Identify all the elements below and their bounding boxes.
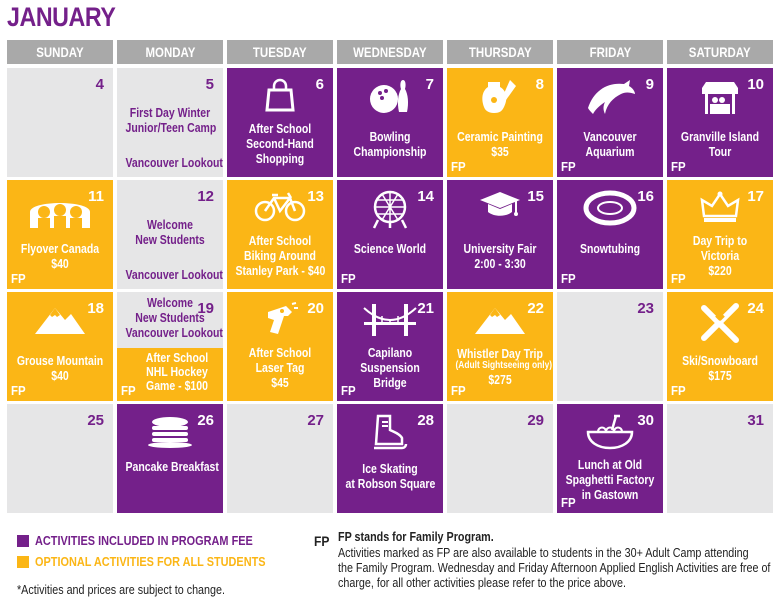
- fp-tag: FP: [314, 533, 330, 549]
- header-label: SUNDAY: [36, 44, 84, 60]
- activity-line: Flyover Canada: [20, 242, 100, 256]
- activity-line: First Day Winter: [129, 106, 211, 120]
- day-cell-28[interactable]: [337, 404, 443, 513]
- day-number: 30: [637, 412, 654, 429]
- header-label: FRIDAY: [589, 44, 631, 60]
- fp-note-line-2: the Family Program. Wednesday and Friday Afternoon Applied English Activities are free of: [338, 561, 771, 575]
- day-cell-29[interactable]: [447, 404, 553, 513]
- day-number: 24: [747, 300, 764, 317]
- day-cell-25[interactable]: [7, 404, 113, 513]
- activity-line: $45: [271, 376, 289, 390]
- day-cell-20[interactable]: [227, 292, 333, 401]
- activity-line: Capilano: [367, 346, 413, 360]
- fp-badge: FP: [121, 383, 136, 398]
- activity-line: Ice Skating: [362, 462, 418, 476]
- legend-optional: OPTIONAL ACTIVITIES FOR ALL STUDENTS: [35, 554, 266, 569]
- activity-line: New Students: [135, 233, 205, 247]
- day-cell-4[interactable]: [7, 68, 113, 177]
- fp-badge: FP: [341, 271, 356, 286]
- activity-line: Vancouver Lookout: [125, 326, 223, 340]
- fp-badge: FP: [561, 159, 576, 174]
- disclaimer: *Activities and prices are subject to change.: [17, 583, 225, 597]
- activity-location: Vancouver Lookout: [125, 156, 223, 170]
- legend-included: ACTIVITIES INCLUDED IN PROGRAM FEE: [35, 533, 253, 548]
- split-optional-activity: [117, 348, 223, 401]
- day-number: 26: [197, 412, 214, 429]
- activity-line: University Fair: [463, 242, 537, 256]
- day-cell-6[interactable]: [227, 68, 333, 177]
- laser-gun-icon: [262, 302, 298, 343]
- mountain-icon: [473, 302, 527, 341]
- activity-line: NHL Hockey: [146, 365, 208, 379]
- day-cell-12[interactable]: [117, 180, 223, 289]
- activity-line: Lunch at Old: [577, 458, 643, 472]
- pancake-icon: [146, 414, 194, 453]
- day-cell-13[interactable]: [227, 180, 333, 289]
- day-cell-11[interactable]: [7, 180, 113, 289]
- day-cell-21[interactable]: [337, 292, 443, 401]
- activity-subtext: (Adult Sightseeing only): [455, 360, 553, 371]
- fp-badge: FP: [561, 271, 576, 286]
- header-monday: [117, 40, 223, 64]
- ceramic-vase-icon: [480, 78, 520, 121]
- activity-line: in Gastown: [581, 488, 639, 502]
- activity-line: Pancake Breakfast: [125, 460, 219, 474]
- day-cell-8[interactable]: [447, 68, 553, 177]
- day-number: 14: [417, 188, 434, 205]
- day-cell-10[interactable]: [667, 68, 773, 177]
- header-tuesday: [227, 40, 333, 64]
- activity-line: Welcome: [147, 296, 193, 310]
- activity-line: Day Trip to: [692, 234, 748, 248]
- activity-line: Suspension: [360, 361, 420, 375]
- day-number: 12: [197, 188, 214, 205]
- bowling-icon: [369, 78, 411, 119]
- shopping-bag-icon: [265, 78, 295, 117]
- activity-line: Vancouver: [583, 130, 637, 144]
- day-number: 16: [637, 188, 654, 205]
- day-number: 4: [95, 76, 104, 93]
- day-cell-30[interactable]: [557, 404, 663, 513]
- day-number: 19: [197, 300, 214, 317]
- activity-line: $175: [708, 369, 732, 383]
- activity-line: Aquarium: [585, 145, 635, 159]
- activity-line: Welcome: [147, 218, 193, 232]
- header-sunday: [7, 40, 113, 64]
- activity-location: Vancouver Lookout: [125, 268, 223, 282]
- activity-line: Bridge: [373, 376, 407, 390]
- day-number: 28: [417, 412, 434, 429]
- spaghetti-icon: [584, 414, 636, 455]
- fp-badge: FP: [671, 271, 686, 286]
- day-cell-9[interactable]: [557, 68, 663, 177]
- header-friday: [557, 40, 663, 64]
- crown-icon: [700, 190, 740, 229]
- header-label: MONDAY: [145, 44, 195, 60]
- activity-line: After School: [248, 122, 312, 136]
- activity-line: Tour: [708, 145, 732, 159]
- day-number: 15: [527, 188, 544, 205]
- activity-line: Laser Tag: [255, 361, 305, 375]
- day-number: 20: [307, 300, 324, 317]
- skis-icon: [698, 302, 742, 349]
- day-cell-14[interactable]: [337, 180, 443, 289]
- activity-line: Science World: [353, 242, 427, 256]
- day-number: 7: [425, 76, 434, 93]
- geodesic-dome-icon: [368, 190, 412, 235]
- day-cell-16[interactable]: [557, 180, 663, 289]
- header-label: TUESDAY: [253, 44, 307, 60]
- activity-line: $35: [491, 145, 509, 159]
- day-number: 6: [315, 76, 324, 93]
- activity-price: $275: [488, 373, 512, 387]
- day-number: 13: [307, 188, 324, 205]
- day-cell-22[interactable]: [447, 292, 553, 401]
- activity-line: Whistler Day Trip: [457, 347, 543, 361]
- day-cell-5[interactable]: [117, 68, 223, 177]
- activity-line: $40: [51, 257, 69, 271]
- header-label: SATURDAY: [689, 44, 751, 60]
- activity-line: After School: [145, 351, 209, 365]
- header-label: WEDNESDAY: [353, 44, 427, 60]
- activity-line: After School: [248, 234, 312, 248]
- activity-line: at Robson Square: [345, 477, 436, 491]
- day-number: 27: [307, 412, 324, 429]
- day-cell-19[interactable]: [117, 292, 223, 401]
- day-number: 25: [87, 412, 104, 429]
- suspension-bridge-icon: [362, 302, 418, 343]
- day-number: 21: [417, 300, 434, 317]
- day-number: 5: [205, 76, 214, 93]
- day-number: 10: [747, 76, 764, 93]
- day-cell-18[interactable]: [7, 292, 113, 401]
- activity-line: Game - $100: [146, 379, 208, 393]
- ice-skate-icon: [370, 414, 410, 459]
- legend-purple-swatch: [17, 535, 29, 547]
- day-cell-15[interactable]: [447, 180, 553, 289]
- day-number: 31: [747, 412, 764, 429]
- activity-line: Victoria: [700, 249, 740, 263]
- activity-line: Second-Hand: [246, 137, 314, 151]
- day-cell-24[interactable]: [667, 292, 773, 401]
- graduation-cap-icon: [478, 190, 522, 225]
- activity-line: Ski/Snowboard: [682, 354, 758, 368]
- snow-tube-icon: [583, 190, 637, 231]
- fp-badge: FP: [11, 383, 26, 398]
- dolphin-icon: [584, 78, 636, 123]
- header-wednesday: [337, 40, 443, 64]
- fp-badge: FP: [341, 383, 356, 398]
- activity-line: Grouse Mountain: [16, 354, 104, 368]
- day-number: 8: [535, 76, 544, 93]
- header-saturday: [667, 40, 773, 64]
- activity-line: $40: [51, 369, 69, 383]
- day-number: 9: [645, 76, 654, 93]
- fp-badge: FP: [451, 383, 466, 398]
- activity-line: Ceramic Painting: [457, 130, 543, 144]
- activity-line: 2:00 - 3:30: [474, 257, 526, 271]
- day-number: 17: [747, 188, 764, 205]
- header-thursday: [447, 40, 553, 64]
- day-number: 29: [527, 412, 544, 429]
- activity-line: Granville Island: [680, 130, 760, 144]
- fp-badge: FP: [451, 159, 466, 174]
- fp-badge: FP: [671, 159, 686, 174]
- fp-badge: FP: [11, 271, 26, 286]
- header-label: THURSDAY: [468, 44, 532, 60]
- activity-subtext-wrap: [455, 360, 553, 371]
- day-number: 11: [88, 188, 104, 205]
- activity-line: Bowling: [369, 130, 411, 144]
- day-cell-31[interactable]: [667, 404, 773, 513]
- day-cell-23[interactable]: [557, 292, 663, 401]
- month-title: JANUARY: [7, 2, 116, 32]
- activity-line: Biking Around: [244, 249, 316, 263]
- day-number: 23: [637, 300, 654, 317]
- activity-line: $220: [708, 264, 732, 278]
- day-cell-27[interactable]: [227, 404, 333, 513]
- bicycle-icon: [254, 190, 306, 227]
- day-number: 22: [527, 300, 544, 317]
- day-cell-7[interactable]: [337, 68, 443, 177]
- mountain-icon: [33, 302, 87, 341]
- activity-line: After School: [248, 346, 312, 360]
- activity-line: New Students: [135, 311, 205, 325]
- activity-line: Spaghetti Factory: [565, 473, 655, 487]
- fp-badge: FP: [671, 383, 686, 398]
- activity-line: Stanley Park - $40: [235, 264, 326, 278]
- activity-line: Shopping: [255, 152, 305, 166]
- fp-note-title: FP stands for Family Program.: [338, 530, 494, 544]
- fp-note-line-1: Activities marked as FP are also available to students in the 30+ Adult Camp attending: [338, 546, 749, 560]
- activity-line: Championship: [353, 145, 427, 159]
- activity-line: Snowtubing: [579, 242, 641, 256]
- fp-note-line-3: charge, for all other activities please refer to the price above.: [338, 576, 627, 590]
- activity-line: Junior/Teen Camp: [125, 121, 217, 135]
- fp-badge: FP: [561, 495, 576, 510]
- legend-gold-swatch: [17, 556, 29, 568]
- day-cell-26[interactable]: [117, 404, 223, 513]
- market-stall-icon: [700, 78, 740, 121]
- day-cell-17[interactable]: [667, 180, 773, 289]
- theater-seats-icon: [28, 196, 92, 235]
- day-number: 18: [87, 300, 104, 317]
